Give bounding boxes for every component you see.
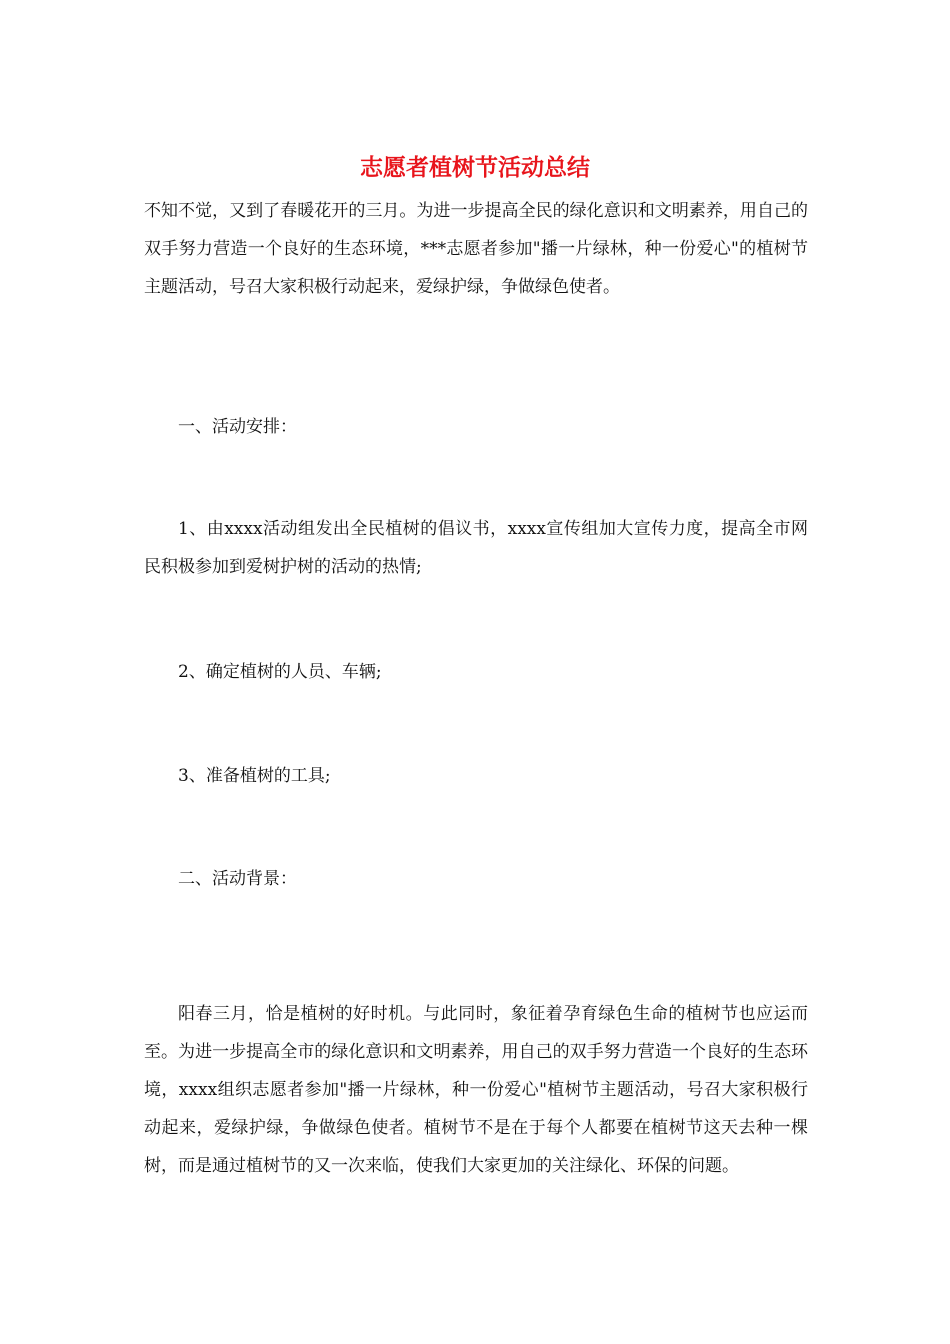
- arrangement-item-3: 3、准备植树的工具;: [178, 766, 331, 786]
- section-heading-background: 二、活动背景：: [178, 869, 297, 889]
- document-title: 志愿者植树节活动总结: [360, 155, 590, 181]
- arrangement-item-2: 2、确定植树的人员、车辆;: [178, 662, 382, 682]
- background-paragraph: 阳春三月，恰是植树的好时机。与此同时，象征着孕育绿色生命的植树节也应运而至。为进一步提高全市的绿化意识和文明素养，用自己的双手努力营造一个良好的生态环境，xxxx组织志愿者参加"播一片绿林，种一份爱心"植树节主题活动，号召大家积极行动起来，爱绿护绿，争做绿色使者。植树节不是在于每个人都要在植树节这天去种一棵树，而是通过植树节的又一次来临，使我们大家更加的关注绿化、环保的问题。: [144, 1004, 808, 1176]
- arrangement-item-1: 1、由xxxx活动组发出全民植树的倡议书，xxxx宣传组加大宣传力度，提高全市网民积极参加到爱树护树的活动的热情;: [144, 519, 808, 577]
- section-heading-arrangement: 一、活动安排：: [178, 417, 297, 437]
- intro-paragraph: 不知不觉，又到了春暖花开的三月。为进一步提高全民的绿化意识和文明素养，用自己的双手努力营造一个良好的生态环境，***志愿者参加"播一片绿林，种一份爱心"的植树节主题活动，号召大家积极行动起来，爱绿护绿，争做绿色使者。: [144, 201, 808, 297]
